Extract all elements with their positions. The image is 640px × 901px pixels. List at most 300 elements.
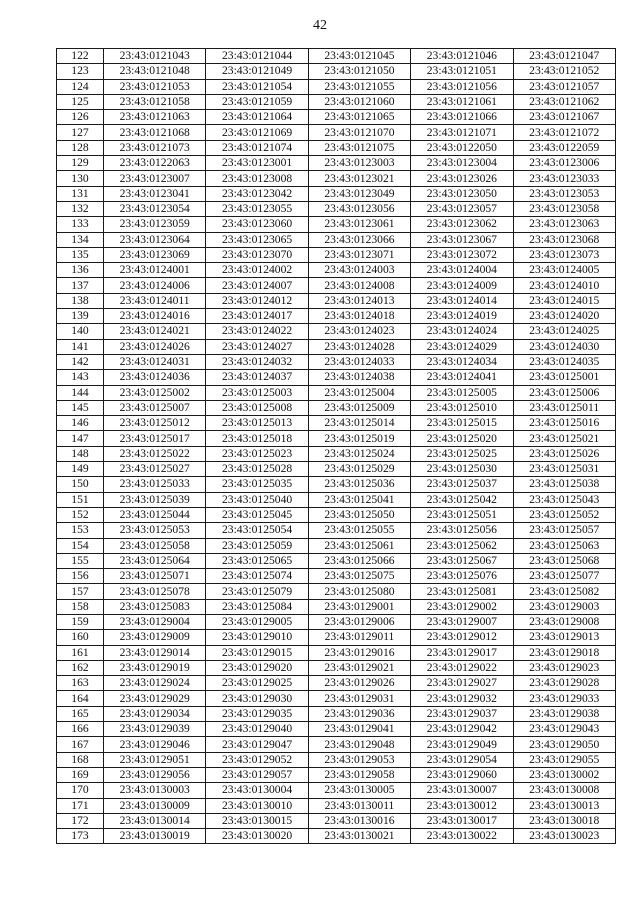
- cadastral-number-cell: 23:43:0121053: [104, 79, 206, 94]
- cadastral-number-cell: 23:43:0129006: [308, 614, 410, 629]
- cadastral-number-cell: 23:43:0121046: [411, 49, 513, 64]
- cadastral-number-cell: 23:43:0121070: [308, 125, 410, 140]
- cadastral-number-cell: 23:43:0125071: [104, 569, 206, 584]
- cadastral-number-cell: 23:43:0129009: [104, 630, 206, 645]
- table-row: [57, 599, 616, 614]
- cadastral-number-cell: 23:43:0123001: [206, 156, 308, 171]
- cadastral-number-cell: 23:43:0121065: [308, 110, 410, 125]
- cadastral-number-cell: 23:43:0129046: [104, 737, 206, 752]
- cadastral-number-cell: 23:43:0121049: [206, 64, 308, 79]
- cadastral-number-cell: 23:43:0130022: [411, 829, 513, 844]
- table-row: [57, 263, 616, 278]
- table-row: [57, 94, 616, 109]
- cadastral-number-table: [56, 48, 616, 844]
- table-row: [57, 431, 616, 446]
- row-number-cell: 122: [57, 49, 104, 64]
- cadastral-number-cell: 23:43:0129013: [513, 630, 615, 645]
- cadastral-number-cell: 23:43:0121061: [411, 94, 513, 109]
- table-row: [57, 553, 616, 568]
- row-number-cell: 123: [57, 64, 104, 79]
- table-row: [57, 171, 616, 186]
- cadastral-number-cell: 23:43:0125081: [411, 584, 513, 599]
- cadastral-number-cell: 23:43:0129007: [411, 614, 513, 629]
- cadastral-number-cell: 23:43:0129023: [513, 660, 615, 675]
- cadastral-number-cell: 23:43:0129047: [206, 737, 308, 752]
- cadastral-number-cell: 23:43:0125025: [411, 446, 513, 461]
- cadastral-number-cell: 23:43:0125042: [411, 492, 513, 507]
- cadastral-number-cell: 23:43:0129027: [411, 676, 513, 691]
- row-number-cell: 160: [57, 630, 104, 645]
- cadastral-number-cell: 23:43:0125058: [104, 538, 206, 553]
- cadastral-number-cell: 23:43:0125018: [206, 431, 308, 446]
- cadastral-number-cell: 23:43:0124022: [206, 324, 308, 339]
- cadastral-number-cell: 23:43:0124013: [308, 293, 410, 308]
- table-row: [57, 691, 616, 706]
- cadastral-number-cell: 23:43:0125057: [513, 523, 615, 538]
- cadastral-number-cell: 23:43:0129058: [308, 767, 410, 782]
- table-row: [57, 232, 616, 247]
- cadastral-number-cell: 23:43:0130008: [513, 783, 615, 798]
- cadastral-number-cell: 23:43:0123050: [411, 186, 513, 201]
- cadastral-number-cell: 23:43:0129026: [308, 676, 410, 691]
- cadastral-number-cell: 23:43:0125059: [206, 538, 308, 553]
- cadastral-number-cell: 23:43:0121058: [104, 94, 206, 109]
- cadastral-number-cell: 23:43:0125026: [513, 446, 615, 461]
- row-number-cell: 168: [57, 752, 104, 767]
- row-number-cell: 150: [57, 477, 104, 492]
- table-row: [57, 538, 616, 553]
- cadastral-number-cell: 23:43:0123071: [308, 247, 410, 262]
- cadastral-number-cell: 23:43:0123073: [513, 247, 615, 262]
- cadastral-number-cell: 23:43:0123053: [513, 186, 615, 201]
- cadastral-number-cell: 23:43:0125051: [411, 507, 513, 522]
- cadastral-number-cell: 23:43:0130016: [308, 813, 410, 828]
- cadastral-number-cell: 23:43:0130018: [513, 813, 615, 828]
- cadastral-number-cell: 23:43:0124038: [308, 370, 410, 385]
- cadastral-number-cell: 23:43:0130015: [206, 813, 308, 828]
- table-row: [57, 49, 616, 64]
- row-number-cell: 138: [57, 293, 104, 308]
- cadastral-number-cell: 23:43:0129050: [513, 737, 615, 752]
- table-row: [57, 737, 616, 752]
- cadastral-number-cell: 23:43:0130007: [411, 783, 513, 798]
- cadastral-number-cell: 23:43:0129055: [513, 752, 615, 767]
- cadastral-number-cell: 23:43:0123006: [513, 156, 615, 171]
- cadastral-number-cell: 23:43:0123065: [206, 232, 308, 247]
- cadastral-number-cell: 23:43:0130021: [308, 829, 410, 844]
- cadastral-number-cell: 23:43:0125083: [104, 599, 206, 614]
- cadastral-number-cell: 23:43:0125080: [308, 584, 410, 599]
- cadastral-number-cell: 23:43:0124005: [513, 263, 615, 278]
- row-number-cell: 144: [57, 385, 104, 400]
- row-number-cell: 172: [57, 813, 104, 828]
- row-number-cell: 165: [57, 706, 104, 721]
- table-row: [57, 339, 616, 354]
- row-number-cell: 157: [57, 584, 104, 599]
- cadastral-number-cell: 23:43:0129011: [308, 630, 410, 645]
- cadastral-number-cell: 23:43:0125035: [206, 477, 308, 492]
- cadastral-number-cell: 23:43:0129018: [513, 645, 615, 660]
- cadastral-number-cell: 23:43:0123054: [104, 201, 206, 216]
- cadastral-number-cell: 23:43:0125041: [308, 492, 410, 507]
- cadastral-number-cell: 23:43:0125037: [411, 477, 513, 492]
- cadastral-number-cell: 23:43:0124037: [206, 370, 308, 385]
- row-number-cell: 173: [57, 829, 104, 844]
- table-row: [57, 201, 616, 216]
- table-row: [57, 676, 616, 691]
- cadastral-number-cell: 23:43:0123033: [513, 171, 615, 186]
- cadastral-number-cell: 23:43:0129022: [411, 660, 513, 675]
- cadastral-number-cell: 23:43:0124029: [411, 339, 513, 354]
- cadastral-number-cell: 23:43:0123041: [104, 186, 206, 201]
- cadastral-number-cell: 23:43:0121073: [104, 140, 206, 155]
- cadastral-number-cell: 23:43:0123049: [308, 186, 410, 201]
- cadastral-number-cell: 23:43:0121051: [411, 64, 513, 79]
- cadastral-number-cell: 23:43:0125030: [411, 462, 513, 477]
- cadastral-number-cell: 23:43:0129041: [308, 722, 410, 737]
- row-number-cell: 149: [57, 462, 104, 477]
- table-row: [57, 752, 616, 767]
- table-row: [57, 140, 616, 155]
- cadastral-number-cell: 23:43:0125023: [206, 446, 308, 461]
- table-row: [57, 813, 616, 828]
- cadastral-number-cell: 23:43:0124036: [104, 370, 206, 385]
- table-row: [57, 507, 616, 522]
- cadastral-number-cell: 23:43:0123007: [104, 171, 206, 186]
- cadastral-number-cell: 23:43:0123004: [411, 156, 513, 171]
- cadastral-number-cell: 23:43:0129037: [411, 706, 513, 721]
- table-row: [57, 110, 616, 125]
- cadastral-number-cell: 23:43:0124017: [206, 309, 308, 324]
- cadastral-number-cell: 23:43:0125061: [308, 538, 410, 553]
- row-number-cell: 133: [57, 217, 104, 232]
- cadastral-number-cell: 23:43:0129030: [206, 691, 308, 706]
- cadastral-number-cell: 23:43:0129021: [308, 660, 410, 675]
- row-number-cell: 151: [57, 492, 104, 507]
- cadastral-number-cell: 23:43:0125066: [308, 553, 410, 568]
- cadastral-number-cell: 23:43:0124019: [411, 309, 513, 324]
- table-row: [57, 64, 616, 79]
- cadastral-number-cell: 23:43:0125056: [411, 523, 513, 538]
- cadastral-number-cell: 23:43:0129003: [513, 599, 615, 614]
- cadastral-number-cell: 23:43:0124002: [206, 263, 308, 278]
- cadastral-number-cell: 23:43:0124032: [206, 354, 308, 369]
- cadastral-number-cell: 23:43:0125021: [513, 431, 615, 446]
- cadastral-number-cell: 23:43:0129024: [104, 676, 206, 691]
- table-row: [57, 400, 616, 415]
- cadastral-number-cell: 23:43:0125082: [513, 584, 615, 599]
- cadastral-number-cell: 23:43:0123056: [308, 201, 410, 216]
- cadastral-number-cell: 23:43:0125065: [206, 553, 308, 568]
- cadastral-number-cell: 23:43:0125068: [513, 553, 615, 568]
- table-row: [57, 477, 616, 492]
- cadastral-number-cell: 23:43:0129016: [308, 645, 410, 660]
- table-row: [57, 125, 616, 140]
- page-number: 42: [313, 18, 327, 33]
- cadastral-number-cell: 23:43:0130002: [513, 767, 615, 782]
- cadastral-number-cell: 23:43:0125024: [308, 446, 410, 461]
- cadastral-number-cell: 23:43:0130013: [513, 798, 615, 813]
- cadastral-number-cell: 23:43:0123063: [513, 217, 615, 232]
- table-row: [57, 523, 616, 538]
- cadastral-number-cell: 23:43:0125003: [206, 385, 308, 400]
- cadastral-number-cell: 23:43:0125050: [308, 507, 410, 522]
- cadastral-number-cell: 23:43:0121074: [206, 140, 308, 155]
- table-row: [57, 660, 616, 675]
- row-number-cell: 147: [57, 431, 104, 446]
- cadastral-number-cell: 23:43:0125055: [308, 523, 410, 538]
- cadastral-number-cell: 23:43:0129004: [104, 614, 206, 629]
- cadastral-number-cell: 23:43:0121055: [308, 79, 410, 94]
- cadastral-number-cell: 23:43:0125044: [104, 507, 206, 522]
- cadastral-number-cell: 23:43:0125017: [104, 431, 206, 446]
- cadastral-number-cell: 23:43:0125013: [206, 416, 308, 431]
- table-row: [57, 614, 616, 629]
- cadastral-number-cell: 23:43:0129039: [104, 722, 206, 737]
- cadastral-number-cell: 23:43:0129038: [513, 706, 615, 721]
- cadastral-number-cell: 23:43:0121052: [513, 64, 615, 79]
- row-number-cell: 158: [57, 599, 104, 614]
- cadastral-number-cell: 23:43:0123060: [206, 217, 308, 232]
- row-number-cell: 124: [57, 79, 104, 94]
- cadastral-number-cell: 23:43:0121067: [513, 110, 615, 125]
- cadastral-number-cell: 23:43:0125078: [104, 584, 206, 599]
- row-number-cell: 127: [57, 125, 104, 140]
- row-number-cell: 162: [57, 660, 104, 675]
- cadastral-number-cell: 23:43:0121063: [104, 110, 206, 125]
- cadastral-number-cell: 23:43:0121045: [308, 49, 410, 64]
- cadastral-number-cell: 23:43:0124008: [308, 278, 410, 293]
- table-row: [57, 798, 616, 813]
- cadastral-number-cell: 23:43:0125064: [104, 553, 206, 568]
- cadastral-number-cell: 23:43:0124010: [513, 278, 615, 293]
- table-row: [57, 829, 616, 844]
- cadastral-number-cell: 23:43:0129015: [206, 645, 308, 660]
- row-number-cell: 148: [57, 446, 104, 461]
- cadastral-number-cell: 23:43:0123068: [513, 232, 615, 247]
- cadastral-number-cell: 23:43:0123055: [206, 201, 308, 216]
- cadastral-number-cell: 23:43:0123057: [411, 201, 513, 216]
- row-number-cell: 125: [57, 94, 104, 109]
- cadastral-number-cell: 23:43:0121069: [206, 125, 308, 140]
- table-row: [57, 324, 616, 339]
- cadastral-number-cell: 23:43:0125031: [513, 462, 615, 477]
- cadastral-number-cell: 23:43:0129002: [411, 599, 513, 614]
- cadastral-number-cell: 23:43:0121050: [308, 64, 410, 79]
- cadastral-number-cell: 23:43:0125006: [513, 385, 615, 400]
- table-row: [57, 370, 616, 385]
- cadastral-number-cell: 23:43:0130009: [104, 798, 206, 813]
- cadastral-number-cell: 23:43:0124004: [411, 263, 513, 278]
- row-number-cell: 140: [57, 324, 104, 339]
- cadastral-number-cell: 23:43:0121064: [206, 110, 308, 125]
- cadastral-number-cell: 23:43:0125045: [206, 507, 308, 522]
- cadastral-number-cell: 23:43:0125008: [206, 400, 308, 415]
- cadastral-number-cell: 23:43:0124018: [308, 309, 410, 324]
- table-row: [57, 492, 616, 507]
- cadastral-number-cell: 23:43:0124024: [411, 324, 513, 339]
- cadastral-number-cell: 23:43:0123008: [206, 171, 308, 186]
- cadastral-number-cell: 23:43:0129048: [308, 737, 410, 752]
- cadastral-number-cell: 23:43:0129017: [411, 645, 513, 660]
- row-number-cell: 170: [57, 783, 104, 798]
- table-row: [57, 385, 616, 400]
- cadastral-number-cell: 23:43:0123064: [104, 232, 206, 247]
- cadastral-number-cell: 23:43:0124023: [308, 324, 410, 339]
- cadastral-number-cell: 23:43:0121075: [308, 140, 410, 155]
- cadastral-number-cell: 23:43:0124035: [513, 354, 615, 369]
- cadastral-number-cell: 23:43:0123059: [104, 217, 206, 232]
- cadastral-number-cell: 23:43:0124025: [513, 324, 615, 339]
- cadastral-number-cell: 23:43:0124001: [104, 263, 206, 278]
- row-number-cell: 171: [57, 798, 104, 813]
- table-row: [57, 446, 616, 461]
- cadastral-number-cell: 23:43:0124033: [308, 354, 410, 369]
- table-row: [57, 416, 616, 431]
- cadastral-number-cell: 23:43:0125040: [206, 492, 308, 507]
- cadastral-number-cell: 23:43:0122063: [104, 156, 206, 171]
- cadastral-number-cell: 23:43:0124027: [206, 339, 308, 354]
- cadastral-number-cell: 23:43:0125016: [513, 416, 615, 431]
- cadastral-number-cell: 23:43:0129056: [104, 767, 206, 782]
- cadastral-number-cell: 23:43:0129060: [411, 767, 513, 782]
- cadastral-number-cell: 23:43:0125084: [206, 599, 308, 614]
- row-number-cell: 126: [57, 110, 104, 125]
- row-number-cell: 154: [57, 538, 104, 553]
- table-row: [57, 79, 616, 94]
- table-row: [57, 767, 616, 782]
- row-number-cell: 128: [57, 140, 104, 155]
- cadastral-number-cell: 23:43:0125076: [411, 569, 513, 584]
- cadastral-number-cell: 23:43:0125019: [308, 431, 410, 446]
- cadastral-number-cell: 23:43:0125009: [308, 400, 410, 415]
- cadastral-number-cell: 23:43:0125005: [411, 385, 513, 400]
- cadastral-number-cell: 23:43:0124007: [206, 278, 308, 293]
- cadastral-number-cell: 23:43:0125020: [411, 431, 513, 446]
- cadastral-number-cell: 23:43:0125062: [411, 538, 513, 553]
- cadastral-number-cell: 23:43:0129042: [411, 722, 513, 737]
- cadastral-number-cell: 23:43:0125038: [513, 477, 615, 492]
- cadastral-number-cell: 23:43:0123062: [411, 217, 513, 232]
- cadastral-number-cell: 23:43:0124031: [104, 354, 206, 369]
- row-number-cell: 135: [57, 247, 104, 262]
- cadastral-number-cell: 23:43:0129053: [308, 752, 410, 767]
- cadastral-number-cell: 23:43:0124041: [411, 370, 513, 385]
- cadastral-number-cell: 23:43:0130014: [104, 813, 206, 828]
- cadastral-number-cell: 23:43:0121047: [513, 49, 615, 64]
- cadastral-number-cell: 23:43:0129035: [206, 706, 308, 721]
- cadastral-number-cell: 23:43:0124030: [513, 339, 615, 354]
- cadastral-number-cell: 23:43:0121068: [104, 125, 206, 140]
- cadastral-number-cell: 23:43:0123061: [308, 217, 410, 232]
- row-number-cell: 137: [57, 278, 104, 293]
- cadastral-number-cell: 23:43:0129010: [206, 630, 308, 645]
- cadastral-number-cell: 23:43:0125007: [104, 400, 206, 415]
- cadastral-number-cell: 23:43:0124009: [411, 278, 513, 293]
- cadastral-number-cell: 23:43:0124003: [308, 263, 410, 278]
- cadastral-number-cell: 23:43:0123026: [411, 171, 513, 186]
- cadastral-number-cell: 23:43:0130005: [308, 783, 410, 798]
- row-number-cell: 134: [57, 232, 104, 247]
- cadastral-number-cell: 23:43:0124034: [411, 354, 513, 369]
- cadastral-number-cell: 23:43:0129040: [206, 722, 308, 737]
- cadastral-number-cell: 23:43:0125002: [104, 385, 206, 400]
- row-number-cell: 155: [57, 553, 104, 568]
- row-number-cell: 153: [57, 523, 104, 538]
- row-number-cell: 164: [57, 691, 104, 706]
- cadastral-number-cell: 23:43:0125074: [206, 569, 308, 584]
- table-row: [57, 354, 616, 369]
- cadastral-number-cell: 23:43:0123067: [411, 232, 513, 247]
- cadastral-number-cell: 23:43:0125077: [513, 569, 615, 584]
- cadastral-number-cell: 23:43:0130004: [206, 783, 308, 798]
- cadastral-number-cell: 23:43:0121059: [206, 94, 308, 109]
- cadastral-number-cell: 23:43:0129031: [308, 691, 410, 706]
- cadastral-number-cell: 23:43:0129032: [411, 691, 513, 706]
- cadastral-number-cell: 23:43:0125063: [513, 538, 615, 553]
- row-number-cell: 141: [57, 339, 104, 354]
- table-row: [57, 186, 616, 201]
- row-number-cell: 163: [57, 676, 104, 691]
- cadastral-number-cell: 23:43:0130003: [104, 783, 206, 798]
- row-number-cell: 130: [57, 171, 104, 186]
- cadastral-number-cell: 23:43:0129051: [104, 752, 206, 767]
- cadastral-number-cell: 23:43:0125004: [308, 385, 410, 400]
- cadastral-number-cell: 23:43:0124016: [104, 309, 206, 324]
- cadastral-number-cell: 23:43:0122050: [411, 140, 513, 155]
- cadastral-number-cell: 23:43:0129008: [513, 614, 615, 629]
- table-row: [57, 630, 616, 645]
- cadastral-number-cell: 23:43:0124012: [206, 293, 308, 308]
- cadastral-number-cell: 23:43:0129025: [206, 676, 308, 691]
- cadastral-number-cell: 23:43:0125033: [104, 477, 206, 492]
- cadastral-number-cell: 23:43:0125039: [104, 492, 206, 507]
- cadastral-number-cell: 23:43:0125029: [308, 462, 410, 477]
- row-number-cell: 129: [57, 156, 104, 171]
- cadastral-number-cell: 23:43:0122059: [513, 140, 615, 155]
- table-row: [57, 309, 616, 324]
- table-row: [57, 783, 616, 798]
- cadastral-number-cell: 23:43:0129036: [308, 706, 410, 721]
- cadastral-number-cell: 23:43:0129020: [206, 660, 308, 675]
- table-row: [57, 217, 616, 232]
- cadastral-number-cell: 23:43:0125028: [206, 462, 308, 477]
- cadastral-number-cell: 23:43:0121057: [513, 79, 615, 94]
- cadastral-number-cell: 23:43:0130010: [206, 798, 308, 813]
- cadastral-number-cell: 23:43:0125052: [513, 507, 615, 522]
- cadastral-number-cell: 23:43:0129043: [513, 722, 615, 737]
- cadastral-number-cell: 23:43:0125075: [308, 569, 410, 584]
- cadastral-number-cell: 23:43:0129012: [411, 630, 513, 645]
- row-number-cell: 132: [57, 201, 104, 216]
- cadastral-number-cell: 23:43:0121056: [411, 79, 513, 94]
- row-number-cell: 159: [57, 614, 104, 629]
- row-number-cell: 136: [57, 263, 104, 278]
- table-row: [57, 278, 616, 293]
- cadastral-number-cell: 23:43:0124006: [104, 278, 206, 293]
- cadastral-number-cell: 23:43:0129057: [206, 767, 308, 782]
- row-number-cell: 146: [57, 416, 104, 431]
- table-row: [57, 293, 616, 308]
- cadastral-number-cell: 23:43:0121048: [104, 64, 206, 79]
- cadastral-number-cell: 23:43:0121072: [513, 125, 615, 140]
- cadastral-number-cell: 23:43:0130017: [411, 813, 513, 828]
- cadastral-number-cell: 23:43:0129054: [411, 752, 513, 767]
- cadastral-number-cell: 23:43:0129014: [104, 645, 206, 660]
- cadastral-number-cell: 23:43:0121071: [411, 125, 513, 140]
- table-row: [57, 706, 616, 721]
- cadastral-number-cell: 23:43:0123066: [308, 232, 410, 247]
